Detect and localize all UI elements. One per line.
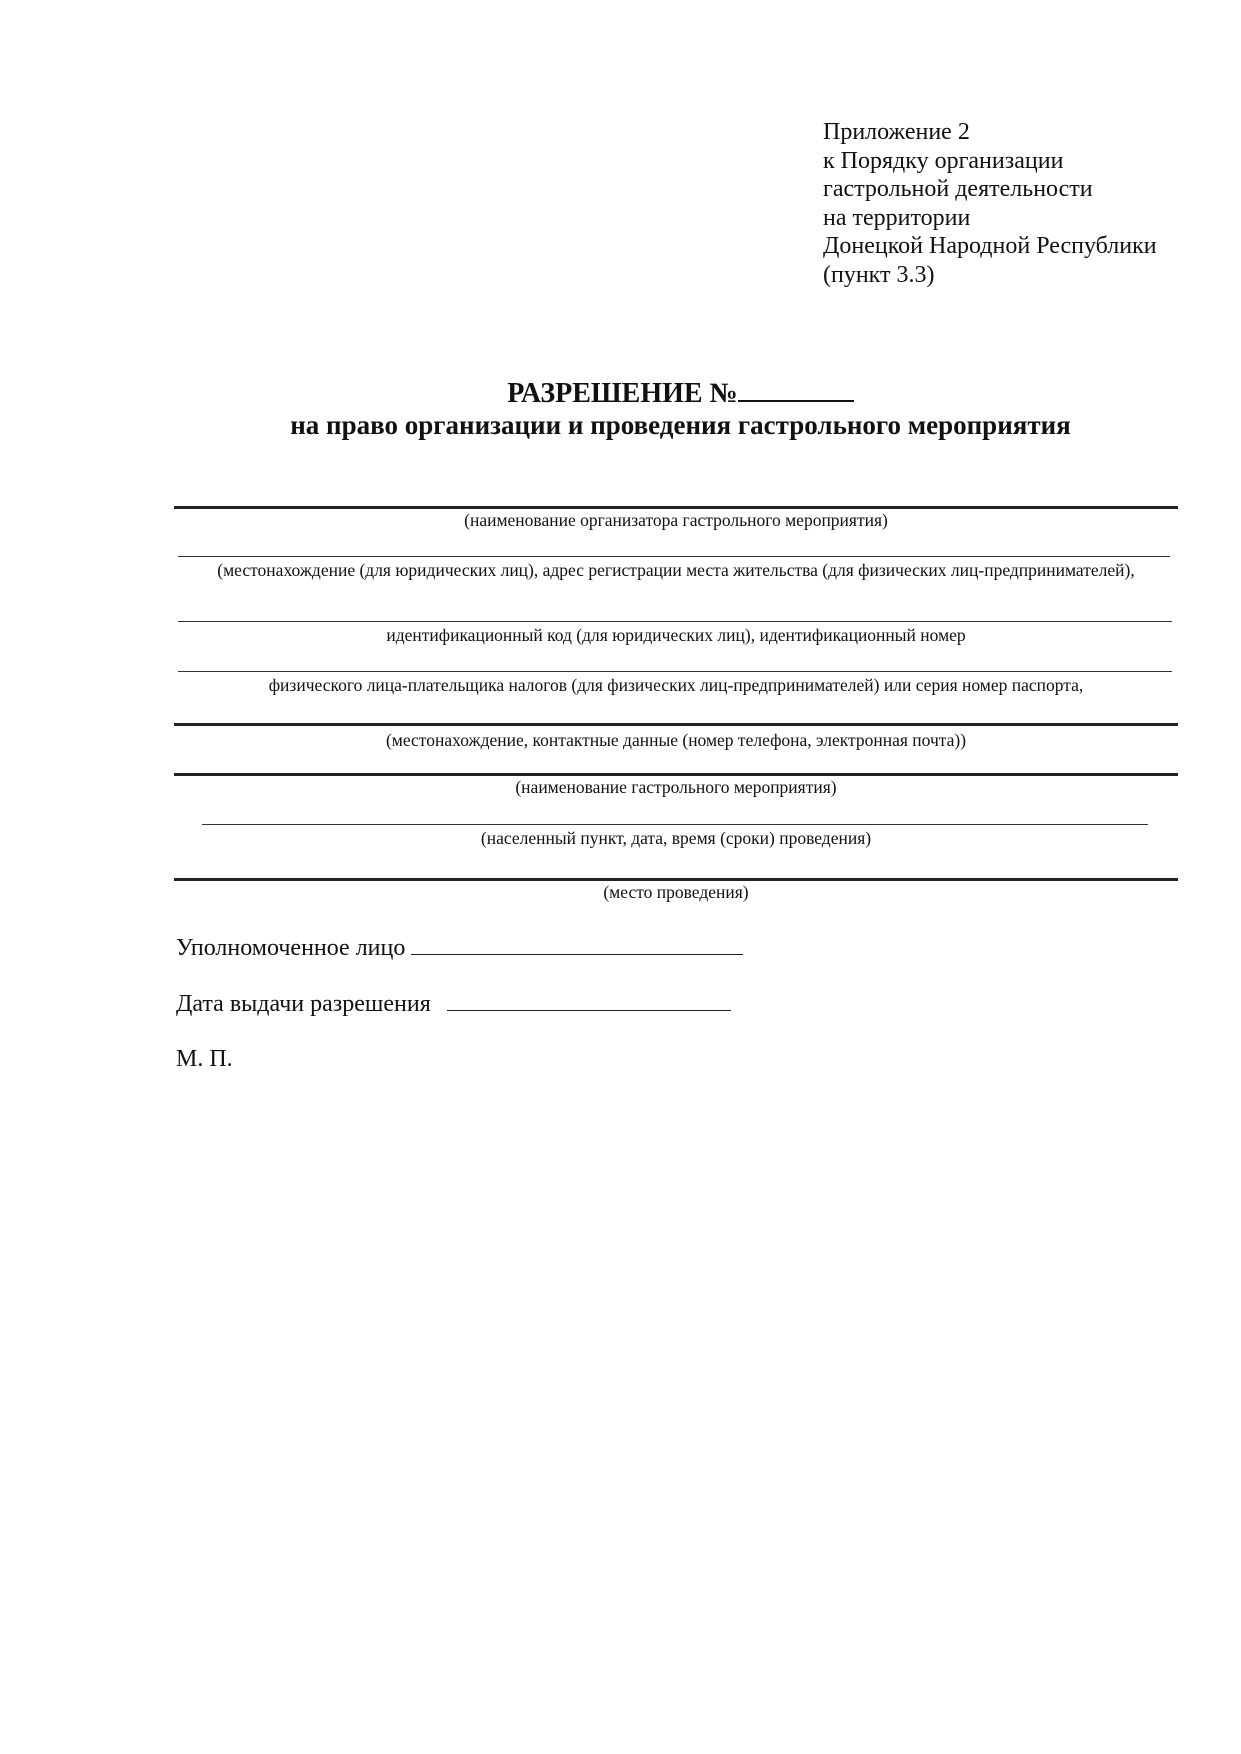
event-place-caption: (место проведения) <box>603 882 749 902</box>
contacts-field[interactable] <box>174 723 1178 726</box>
organizer-name-caption: (наименование организатора гастрольного мероприятия) <box>464 510 888 530</box>
location-caption: (местонахождение (для юридических лиц), адрес регистрации места жительства (для физических лиц-предпринимателей), <box>217 560 1135 580</box>
event-time-caption: (населенный пункт, дата, время (сроки) проведения) <box>480 828 872 848</box>
issue-date-label: Дата выдачи разрешения <box>176 991 431 1017</box>
event-name-field[interactable] <box>174 773 1178 776</box>
authorized-person-field[interactable] <box>411 932 743 955</box>
annex-line-2: к Порядку организации <box>823 147 1064 174</box>
location-field[interactable] <box>178 556 1170 557</box>
permit-number-field[interactable] <box>738 374 854 402</box>
document-title <box>0 374 1241 410</box>
annex-note <box>823 118 1157 290</box>
taxpayer-field[interactable] <box>178 671 1172 672</box>
annex-line-4: на территории <box>823 204 971 231</box>
issue-date-field[interactable] <box>447 988 731 1011</box>
authorized-person-label: Уполномоченное лицо <box>176 935 406 961</box>
document-title-text: РАЗРЕШЕНИЕ № <box>507 378 738 409</box>
stamp-place-label: М. П. <box>176 1046 233 1072</box>
id-code-field[interactable] <box>178 621 1172 622</box>
taxpayer-caption: физического лица-плательщика налогов (для физических лиц-предпринимателей) или серия номер паспорта, <box>268 675 1084 695</box>
contacts-caption: (местонахождение, контактные данные (номер телефона, электронная почта)) <box>385 730 967 750</box>
organizer-name-field[interactable] <box>174 506 1178 509</box>
annex-line-3: гастрольной деятельности <box>823 176 1093 203</box>
event-place-field[interactable] <box>174 878 1178 881</box>
issue-date-row <box>176 988 731 1018</box>
annex-line-1: Приложение 2 <box>823 119 970 145</box>
event-name-caption: (наименование гастрольного мероприятия) <box>515 777 837 797</box>
annex-line-5: Донецкой Народной Республики <box>823 233 1157 260</box>
authorized-person-row <box>176 932 743 962</box>
event-time-field[interactable] <box>202 824 1148 825</box>
document-subtitle: на право организации и проведения гастрольного мероприятия <box>290 410 1071 440</box>
id-code-caption: идентификационный код (для юридических лиц), идентификационный номер <box>386 625 966 645</box>
annex-line-6: (пункт 3.3) <box>823 261 935 288</box>
